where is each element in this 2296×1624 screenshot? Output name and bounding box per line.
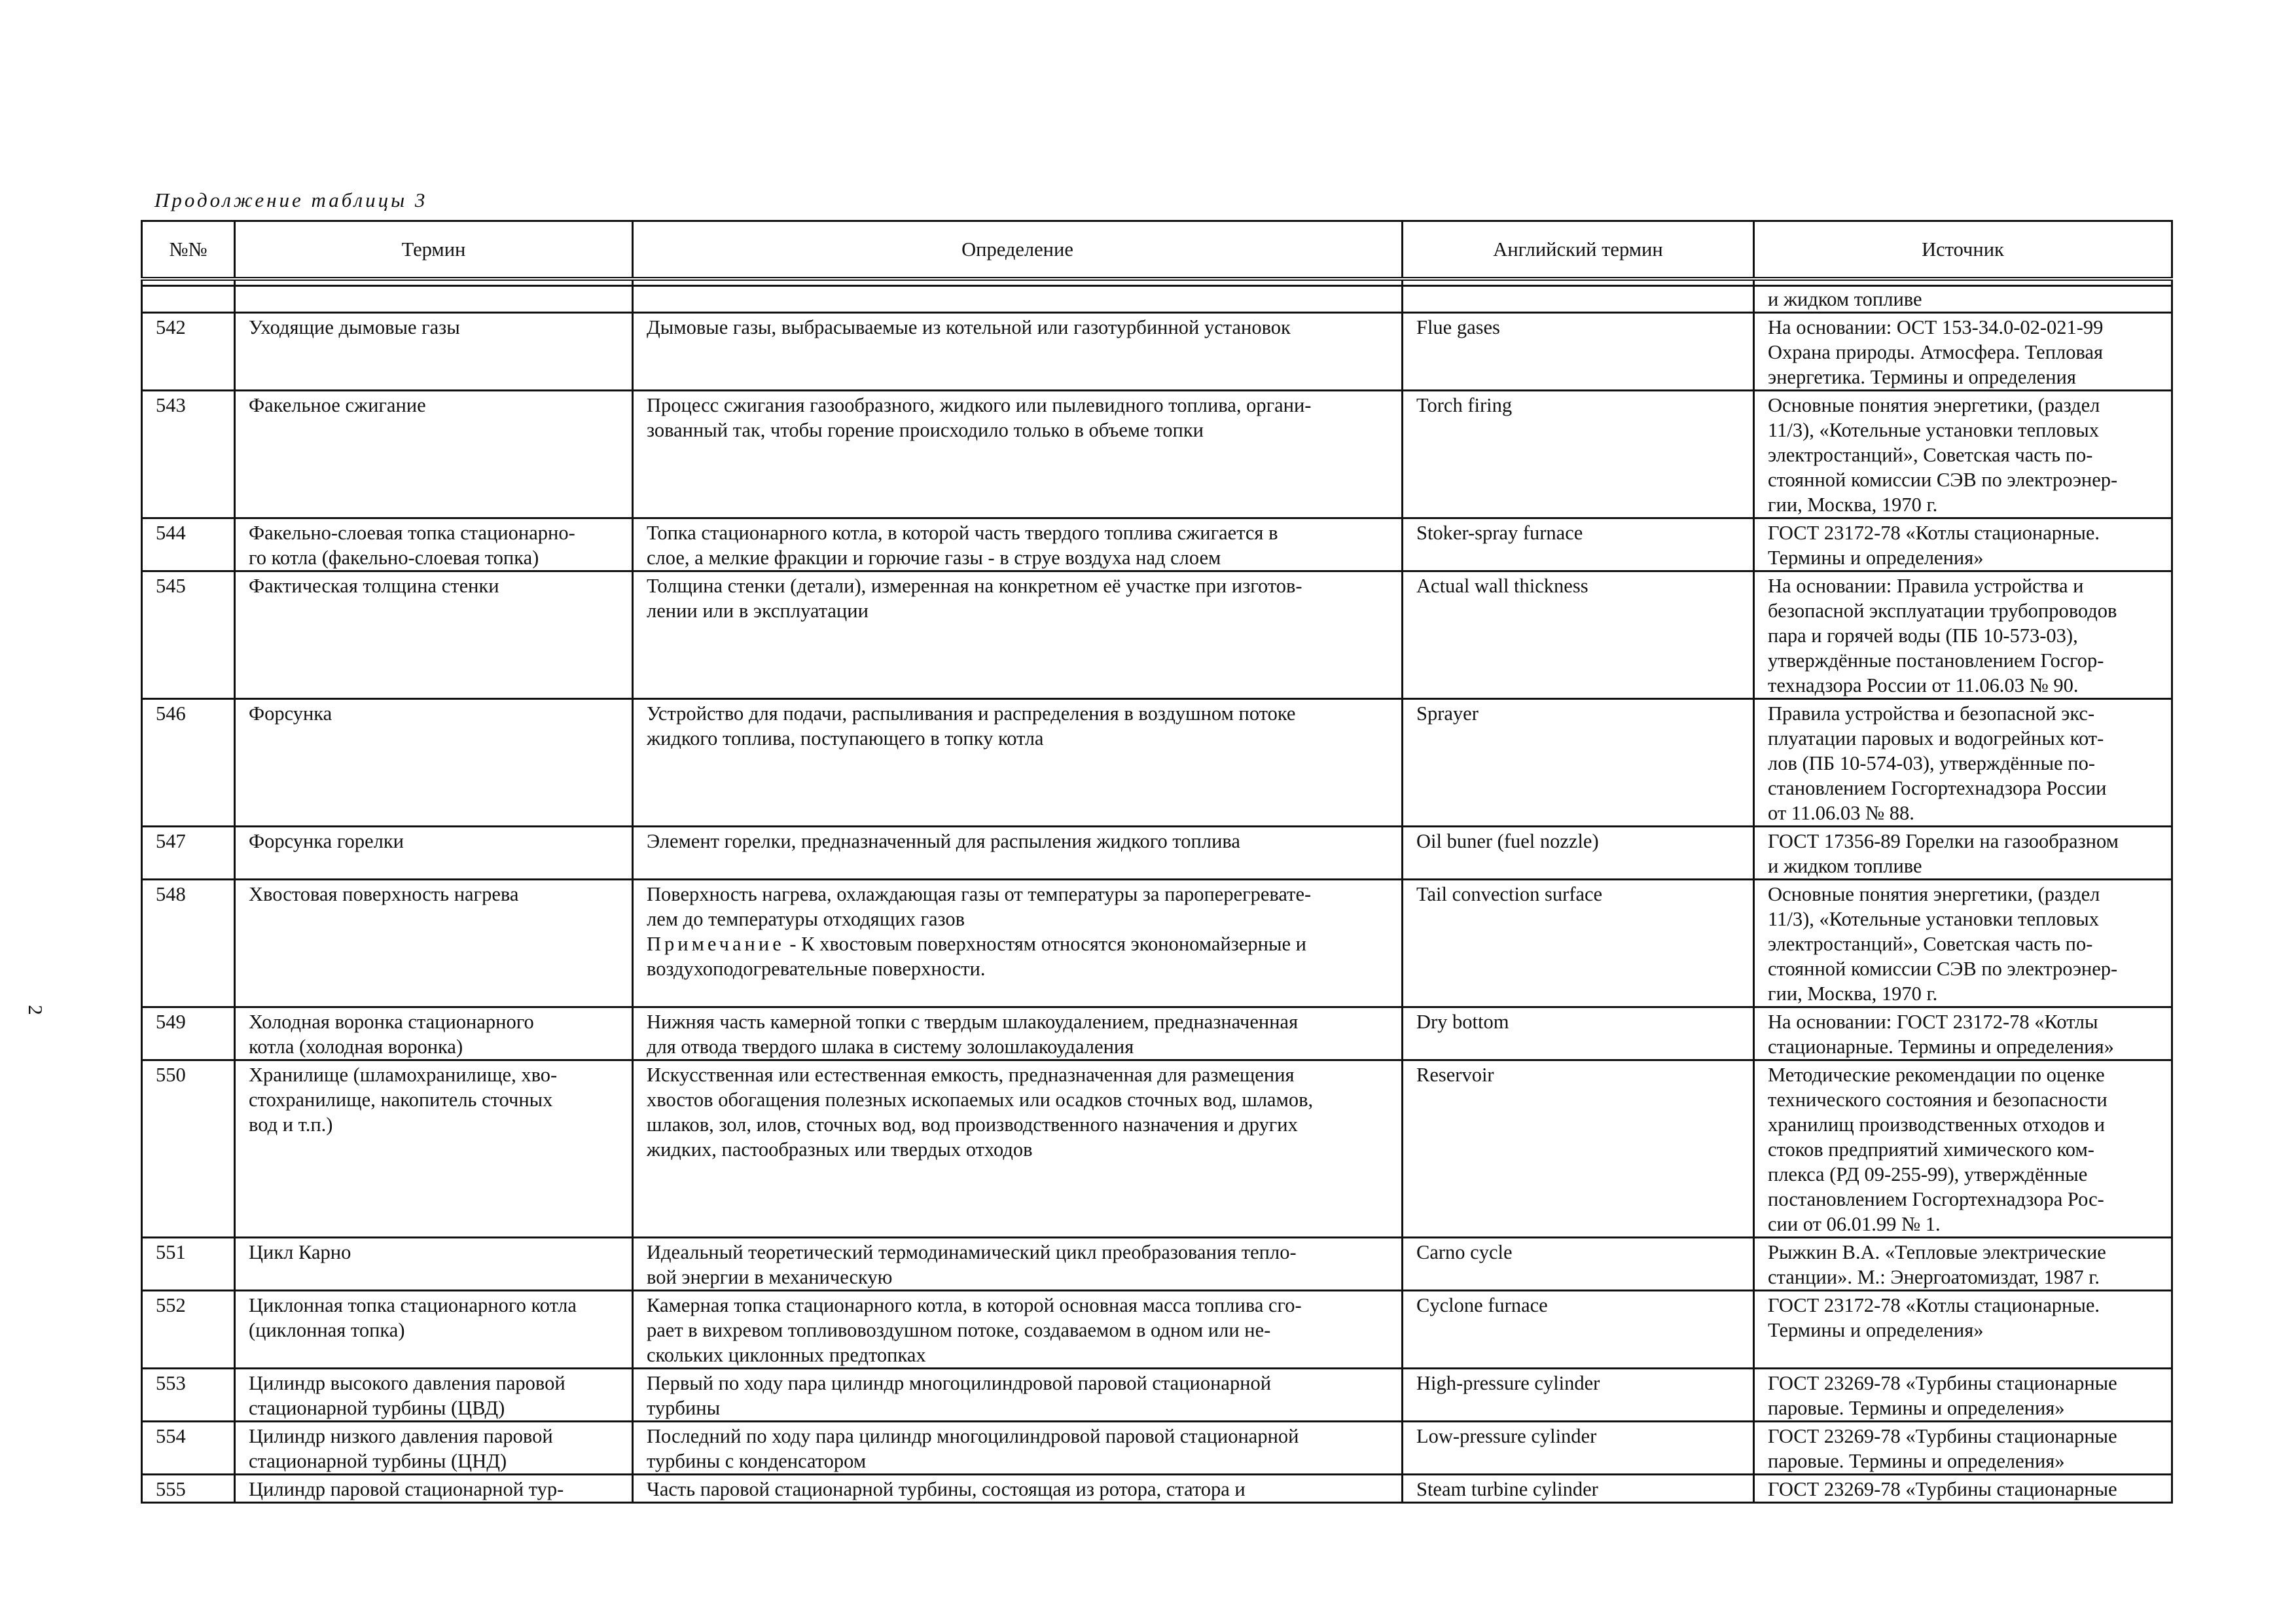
- term-line: Холодная воронка стационарного: [249, 1011, 534, 1033]
- english-term-cell: High-pressure cylinder: [1403, 1369, 1754, 1422]
- col-header-term: Термин: [235, 221, 633, 280]
- term-cell: [235, 1369, 633, 1422]
- definition-line: Элемент горелки, предназначенный для распыления жидкого топлива: [647, 830, 1240, 852]
- source-cell: [1754, 391, 2172, 518]
- separator-cell: [1754, 279, 2172, 286]
- definition-line: Камерная топка стационарного котла, в которой основная масса топлива сго-: [647, 1294, 1302, 1316]
- source-line: Термины и определения»: [1768, 1319, 1984, 1341]
- col-header-english-term: Английский термин: [1403, 221, 1754, 280]
- term-cell: [235, 391, 633, 518]
- source-cell: [1754, 1291, 2172, 1369]
- source-line: Рыжкин В.А. «Тепловые электрические: [1768, 1241, 2106, 1263]
- table-row: [142, 699, 2172, 827]
- term-number-cell: 543: [142, 391, 235, 518]
- definition-line: жидких, пастообразных или твердых отходов: [647, 1138, 1033, 1161]
- term-line: Цилиндр низкого давления паровой: [249, 1425, 553, 1447]
- source-cell: [1754, 571, 2172, 699]
- source-cell: [1754, 699, 2172, 827]
- term-line: стационарной турбины (ЦВД): [249, 1397, 505, 1419]
- separator-cell: [1403, 279, 1754, 286]
- source-line: от 11.06.03 № 88.: [1768, 802, 1914, 824]
- term-cell: [235, 827, 633, 880]
- carry-source-cell: [1754, 286, 2172, 313]
- col-header-definition: Определение: [633, 221, 1403, 280]
- term-cell: [235, 518, 633, 571]
- source-line: Термины и определения»: [1768, 547, 1984, 569]
- definition-line: хвостов обогащения полезных ископаемых или осадков сточных вод, шламов,: [647, 1089, 1314, 1111]
- term-cell: [235, 1238, 633, 1291]
- source-line: пара и горячей воды (ПБ 10-573-03),: [1768, 624, 2078, 647]
- term-line: котла (холодная воронка): [249, 1036, 463, 1058]
- definition-line: Дымовые газы, выбрасываемые из котельной или газотурбинной установок: [647, 316, 1291, 338]
- source-cell: [1754, 827, 2172, 880]
- table-row: [142, 1007, 2172, 1060]
- definition-cell: [633, 391, 1403, 518]
- definition-line: Топка стационарного котла, в которой часть твердого топлива сжигается в: [647, 522, 1278, 544]
- source-line: Основные понятия энергетики, (раздел: [1768, 394, 2100, 416]
- english-term-cell: Actual wall thickness: [1403, 571, 1754, 699]
- term-number-cell: 551: [142, 1238, 235, 1291]
- source-cell: [1754, 1475, 2172, 1503]
- term-number-cell: 545: [142, 571, 235, 699]
- source-line: стационарные. Термины и определения»: [1768, 1036, 2114, 1058]
- definition-cell: [633, 1369, 1403, 1422]
- source-line: 11/3), «Котельные установки тепловых: [1768, 419, 2099, 441]
- source-line: Основные понятия энергетики, (раздел: [1768, 883, 2100, 905]
- source-cell: [1754, 313, 2172, 391]
- term-line: Цикл Карно: [249, 1241, 351, 1263]
- table-row: [142, 391, 2172, 518]
- term-line: Форсунка: [249, 702, 332, 725]
- term-cell: [235, 1422, 633, 1475]
- term-cell: [235, 699, 633, 827]
- english-term-cell: Reservoir: [1403, 1060, 1754, 1238]
- english-term-cell: Torch firing: [1403, 391, 1754, 518]
- source-line: ГОСТ 23269-78 «Турбины стационарные: [1768, 1425, 2117, 1447]
- term-cell: [235, 1475, 633, 1503]
- term-number-cell: 549: [142, 1007, 235, 1060]
- table-row: [142, 1238, 2172, 1291]
- english-term-cell: Oil buner (fuel nozzle): [1403, 827, 1754, 880]
- definition-cell: [633, 1060, 1403, 1238]
- term-cell: [235, 1060, 633, 1238]
- source-line: утверждённые постановлением Госгор-: [1768, 649, 2104, 672]
- definition-line: Последний по ходу пара цилиндр многоцилиндровой паровой стационарной: [647, 1425, 1299, 1447]
- source-line: На основании: ГОСТ 23172-78 «Котлы: [1768, 1011, 2098, 1033]
- col-header-source: Источник: [1754, 221, 2172, 280]
- definition-line: Первый по ходу пара цилиндр многоцилиндровой паровой стационарной: [647, 1372, 1272, 1394]
- definition-cell: [633, 571, 1403, 699]
- source-line: ГОСТ 17356-89 Горелки на газообразном: [1768, 830, 2119, 852]
- term-line: Хранилище (шламохранилище, хво-: [249, 1064, 558, 1086]
- definition-line: Процесс сжигания газообразного, жидкого или пылевидного топлива, органи-: [647, 394, 1312, 416]
- term-line: стохранилище, накопитель сточных: [249, 1089, 553, 1111]
- table-row: [142, 1475, 2172, 1503]
- english-term-cell: Carno cycle: [1403, 1238, 1754, 1291]
- term-number-cell: 546: [142, 699, 235, 827]
- table-header-row: [142, 221, 2172, 280]
- definition-line: зованный так, чтобы горение происходило только в объеме топки: [647, 419, 1204, 441]
- term-number-cell: 544: [142, 518, 235, 571]
- term-number-cell: 553: [142, 1369, 235, 1422]
- definition-line: рает в вихревом топливовоздушном потоке, создаваемом в одном или не-: [647, 1319, 1271, 1341]
- source-line: плуатации паровых и водогрейных кот-: [1768, 727, 2104, 749]
- source-line: технического состояния и безопасности: [1768, 1089, 2108, 1111]
- source-line: На основании: Правила устройства и: [1768, 575, 2084, 597]
- source-cell: [1754, 518, 2172, 571]
- source-line: станции». М.: Энергоатомиздат, 1987 г.: [1768, 1266, 2100, 1288]
- source-line: Правила устройства и безопасной экс-: [1768, 702, 2095, 725]
- source-line: и жидком топливе: [1768, 855, 1922, 877]
- term-cell: [235, 880, 633, 1007]
- term-line: Циклонная топка стационарного котла: [249, 1294, 577, 1316]
- definition-cell: [633, 699, 1403, 827]
- definition-line: жидкого топлива, поступающего в топку котла: [647, 727, 1044, 749]
- source-line: ГОСТ 23269-78 «Турбины стационарные: [1768, 1478, 2117, 1500]
- term-number-cell: 542: [142, 313, 235, 391]
- definition-cell: [633, 1238, 1403, 1291]
- definition-line: лем до температуры отходящих газов: [647, 908, 965, 930]
- definition-line: турбины: [647, 1397, 721, 1419]
- source-line: паровые. Термины и определения»: [1768, 1450, 2065, 1472]
- english-term-cell: Stoker-spray furnace: [1403, 518, 1754, 571]
- definition-cell: [633, 1422, 1403, 1475]
- definition-cell: [633, 827, 1403, 880]
- definition-line: вой энергии в механическую: [647, 1266, 893, 1288]
- english-term-cell: Steam turbine cylinder: [1403, 1475, 1754, 1503]
- term-number-cell: 550: [142, 1060, 235, 1238]
- table-row: [142, 1369, 2172, 1422]
- source-line: плекса (РД 09-255-99), утверждённые: [1768, 1163, 2088, 1185]
- table-row: [142, 827, 2172, 880]
- definition-line: Идеальный теоретический термодинамический цикл преобразования тепло-: [647, 1241, 1297, 1263]
- carry-english-cell: [1403, 286, 1754, 313]
- source-line: 11/3), «Котельные установки тепловых: [1768, 908, 2099, 930]
- source-cell: [1754, 1007, 2172, 1060]
- source-line: технадзора России от 11.06.03 № 90.: [1768, 674, 2079, 696]
- note-dash: -: [784, 933, 802, 955]
- source-line: становлением Госгортехнадзора России: [1768, 777, 2107, 799]
- term-line: Фактическая толщина стенки: [249, 575, 499, 597]
- definition-line: Поверхность нагрева, охлаждающая газы от температуры за пароперегревате-: [647, 883, 1312, 905]
- carry-over-row: [142, 286, 2172, 313]
- definition-line: для отвода твердого шлака в систему золошлакоудаления: [647, 1036, 1134, 1058]
- table-row: [142, 880, 2172, 1007]
- table-row: [142, 571, 2172, 699]
- english-term-cell: Sprayer: [1403, 699, 1754, 827]
- term-number-cell: 554: [142, 1422, 235, 1475]
- note-line: [647, 931, 1388, 956]
- english-term-cell: Cyclone furnace: [1403, 1291, 1754, 1369]
- definition-cell: [633, 1007, 1403, 1060]
- terms-table: [141, 220, 2173, 1504]
- separator-cell: [235, 279, 633, 286]
- term-line: Цилиндр паровой стационарной тур-: [249, 1478, 564, 1500]
- source-line: электростанций», Советская часть по-: [1768, 933, 2093, 955]
- source-line: гии, Москва, 1970 г.: [1768, 983, 1938, 1005]
- source-line: На основании: ОСТ 153-34.0-02-021-99: [1768, 316, 2104, 338]
- definition-line: Искусственная или естественная емкость, предназначенная для размещения: [647, 1064, 1295, 1086]
- definition-line: Часть паровой стационарной турбины, состоящая из ротора, статора и: [647, 1478, 1246, 1500]
- definition-line: Устройство для подачи, распыливания и распределения в воздушном потоке: [647, 702, 1296, 725]
- source-line: стоянной комиссии СЭВ по электроэнер-: [1768, 958, 2118, 980]
- source-line: сии от 06.01.99 № 1.: [1768, 1213, 1941, 1235]
- term-line: стационарной турбины (ЦНД): [249, 1450, 507, 1472]
- source-cell: [1754, 880, 2172, 1007]
- term-cell: [235, 571, 633, 699]
- carry-term-cell: [235, 286, 633, 313]
- source-line: постановлением Госгортехнадзора Рос-: [1768, 1188, 2104, 1210]
- source-line: стоков предприятий химического ком-: [1768, 1138, 2094, 1161]
- english-term-cell: Low-pressure cylinder: [1403, 1422, 1754, 1475]
- table-row: [142, 518, 2172, 571]
- term-cell: [235, 1007, 633, 1060]
- definition-line: шлаков, зол, илов, сточных вод, вод производственного назначения и других: [647, 1113, 1298, 1136]
- source-line: ГОСТ 23269-78 «Турбины стационарные: [1768, 1372, 2117, 1394]
- definition-line: Толщина стенки (детали), измеренная на конкретном её участке при изготов-: [647, 575, 1302, 597]
- definition-line: лении или в эксплуатации: [647, 600, 869, 622]
- term-number-cell: 547: [142, 827, 235, 880]
- separator-cell: [633, 279, 1403, 286]
- note-label: Примечание: [647, 933, 785, 955]
- header-separator-row: [142, 279, 2172, 286]
- source-line: Охрана природы. Атмосфера. Тепловая: [1768, 341, 2104, 363]
- definition-line: слое, а мелкие фракции и горючие газы - в струе воздуха над слоем: [647, 547, 1221, 569]
- separator-cell: [142, 279, 235, 286]
- term-cell: [235, 1291, 633, 1369]
- table-row: [142, 313, 2172, 391]
- term-cell: [235, 313, 633, 391]
- col-header-number: №№: [142, 221, 235, 280]
- source-line: Методические рекомендации по оценке: [1768, 1064, 2105, 1086]
- table-body: [142, 279, 2172, 1503]
- source-line: электростанций», Советская часть по-: [1768, 444, 2093, 466]
- source-line: безопасной эксплуатации трубопроводов: [1768, 600, 2117, 622]
- carry-number-cell: [142, 286, 235, 313]
- definition-cell: [633, 1475, 1403, 1503]
- definition-line: Нижняя часть камерной топки с твердым шлакоудалением, предназначенная: [647, 1011, 1299, 1033]
- english-term-cell: Tail convection surface: [1403, 880, 1754, 1007]
- term-line: Хвостовая поверхность нагрева: [249, 883, 519, 905]
- note-text: К хвостовым поверхностям относятся эконономайзерные и: [801, 933, 1306, 955]
- term-line: Уходящие дымовые газы: [249, 316, 460, 338]
- term-number-cell: 548: [142, 880, 235, 1007]
- carry-definition-cell: [633, 286, 1403, 313]
- table-row: [142, 1291, 2172, 1369]
- source-cell: [1754, 1238, 2172, 1291]
- source-line: хранилищ производственных отходов и: [1768, 1113, 2106, 1136]
- term-line: Цилиндр высокого давления паровой: [249, 1372, 565, 1394]
- term-line: Факельное сжигание: [249, 394, 426, 416]
- page-number: 2: [24, 1005, 47, 1015]
- source-cell: [1754, 1422, 2172, 1475]
- source-line: и жидком топливе: [1768, 288, 1922, 310]
- source-cell: [1754, 1060, 2172, 1238]
- term-line: го котла (факельно-слоевая топка): [249, 547, 539, 569]
- definition-cell: [633, 313, 1403, 391]
- source-line: ГОСТ 23172-78 «Котлы стационарные.: [1768, 522, 2100, 544]
- term-number-cell: 555: [142, 1475, 235, 1503]
- definition-cell: [633, 518, 1403, 571]
- source-line: паровые. Термины и определения»: [1768, 1397, 2065, 1419]
- source-line: гии, Москва, 1970 г.: [1768, 494, 1938, 516]
- source-line: ГОСТ 23172-78 «Котлы стационарные.: [1768, 1294, 2100, 1316]
- term-line: (циклонная топка): [249, 1319, 405, 1341]
- definition-line: турбины с конденсатором: [647, 1450, 867, 1472]
- note-line: воздухоподогревательные поверхности.: [647, 958, 986, 980]
- source-line: лов (ПБ 10-574-03), утверждённые по-: [1768, 752, 2096, 774]
- definition-cell: [633, 880, 1403, 1007]
- source-cell: [1754, 1369, 2172, 1422]
- term-number-cell: 552: [142, 1291, 235, 1369]
- term-line: вод и т.п.): [249, 1113, 333, 1136]
- english-term-cell: Dry bottom: [1403, 1007, 1754, 1060]
- source-line: стоянной комиссии СЭВ по электроэнер-: [1768, 469, 2118, 491]
- table-row: [142, 1060, 2172, 1238]
- term-line: Факельно-слоевая топка стационарно-: [249, 522, 575, 544]
- source-line: энергетика. Термины и определения: [1768, 366, 2076, 388]
- definition-cell: [633, 1291, 1403, 1369]
- english-term-cell: Flue gases: [1403, 313, 1754, 391]
- table-row: [142, 1422, 2172, 1475]
- table-caption: Продолжение таблицы 3: [154, 189, 428, 211]
- term-line: Форсунка горелки: [249, 830, 404, 852]
- definition-line: скольких циклонных предтопках: [647, 1344, 926, 1366]
